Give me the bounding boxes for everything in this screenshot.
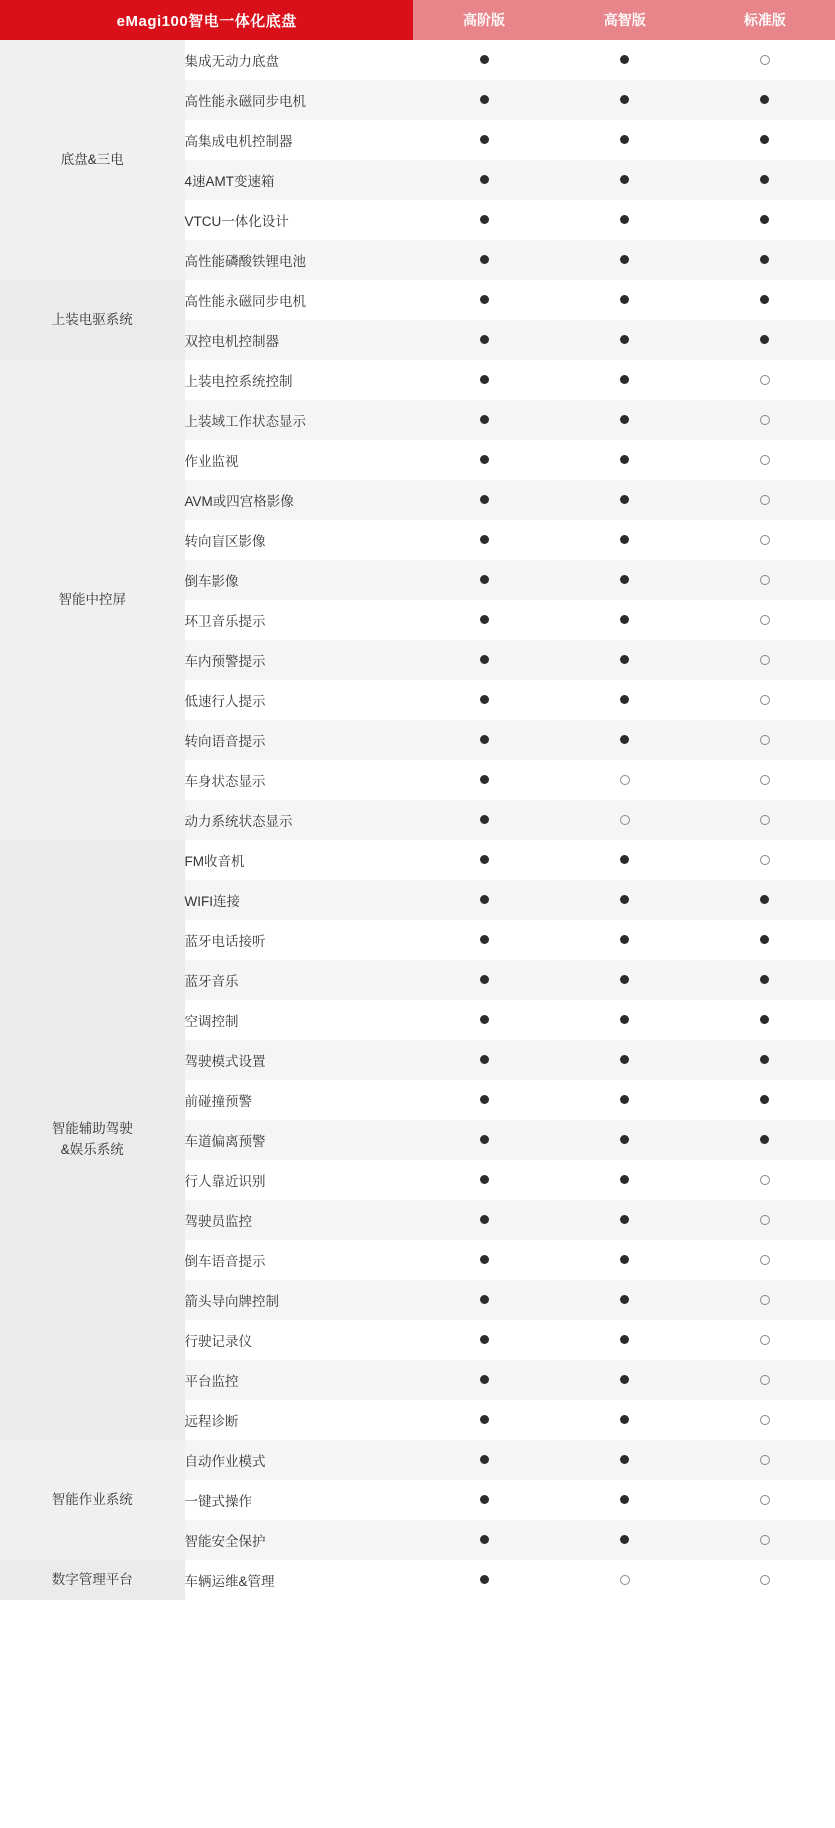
feature-label: FM收音机: [185, 840, 414, 880]
availability-cell-variant-3: [695, 80, 835, 120]
availability-cell-variant-2: [555, 160, 695, 200]
availability-cell-variant-2: [555, 1480, 695, 1520]
availability-cell-variant-1: [413, 160, 554, 200]
availability-cell-variant-1: [413, 1000, 554, 1040]
availability-cell-variant-1: [413, 1360, 554, 1400]
included-dot-icon: [480, 1415, 489, 1424]
feature-label: 车道偏离预警: [185, 1120, 414, 1160]
included-dot-icon: [620, 735, 629, 744]
feature-label: 自动作业模式: [185, 1440, 414, 1480]
optional-circle-icon: [760, 1215, 770, 1225]
availability-cell-variant-2: [555, 1200, 695, 1240]
feature-label: 上装电控系统控制: [185, 360, 414, 400]
availability-cell-variant-3: [695, 560, 835, 600]
availability-cell-variant-2: [555, 480, 695, 520]
included-dot-icon: [480, 215, 489, 224]
included-dot-icon: [620, 55, 629, 64]
availability-cell-variant-3: [695, 1040, 835, 1080]
included-dot-icon: [620, 1255, 629, 1264]
included-dot-icon: [620, 535, 629, 544]
included-dot-icon: [760, 895, 769, 904]
column-header-variant-1: 高阶版: [413, 0, 554, 40]
included-dot-icon: [760, 95, 769, 104]
included-dot-icon: [480, 55, 489, 64]
included-dot-icon: [480, 935, 489, 944]
group-label: 智能辅助驾驶 &娱乐系统: [0, 840, 185, 1440]
availability-cell-variant-2: [555, 1360, 695, 1400]
availability-cell-variant-3: [695, 1360, 835, 1400]
feature-label: 箭头导向牌控制: [185, 1280, 414, 1320]
optional-circle-icon: [760, 575, 770, 585]
optional-circle-icon: [620, 775, 630, 785]
feature-label: 高集成电机控制器: [185, 120, 414, 160]
optional-circle-icon: [760, 1575, 770, 1585]
availability-cell-variant-2: [555, 1120, 695, 1160]
optional-circle-icon: [760, 655, 770, 665]
table-row: [0, 840, 835, 880]
included-dot-icon: [480, 975, 489, 984]
included-dot-icon: [480, 1495, 489, 1504]
availability-cell-variant-1: [413, 1240, 554, 1280]
included-dot-icon: [480, 1135, 489, 1144]
availability-cell-variant-2: [555, 920, 695, 960]
availability-cell-variant-3: [695, 40, 835, 80]
availability-cell-variant-3: [695, 840, 835, 880]
feature-label: 平台监控: [185, 1360, 414, 1400]
availability-cell-variant-1: [413, 240, 554, 280]
availability-cell-variant-2: [555, 640, 695, 680]
feature-label: 高性能永磁同步电机: [185, 280, 414, 320]
feature-label: 低速行人提示: [185, 680, 414, 720]
included-dot-icon: [480, 575, 489, 584]
included-dot-icon: [760, 975, 769, 984]
included-dot-icon: [760, 215, 769, 224]
optional-circle-icon: [760, 495, 770, 505]
included-dot-icon: [480, 335, 489, 344]
availability-cell-variant-2: [555, 800, 695, 840]
availability-cell-variant-2: [555, 320, 695, 360]
optional-circle-icon: [760, 1255, 770, 1265]
availability-cell-variant-2: [555, 440, 695, 480]
included-dot-icon: [620, 615, 629, 624]
included-dot-icon: [620, 415, 629, 424]
availability-cell-variant-1: [413, 40, 554, 80]
availability-cell-variant-2: [555, 960, 695, 1000]
availability-cell-variant-3: [695, 240, 835, 280]
feature-label: 上装域工作状态显示: [185, 400, 414, 440]
included-dot-icon: [480, 1575, 489, 1584]
availability-cell-variant-1: [413, 1320, 554, 1360]
feature-label: 倒车语音提示: [185, 1240, 414, 1280]
included-dot-icon: [620, 895, 629, 904]
availability-cell-variant-2: [555, 1440, 695, 1480]
feature-label: 行驶记录仪: [185, 1320, 414, 1360]
availability-cell-variant-1: [413, 1080, 554, 1120]
included-dot-icon: [620, 1135, 629, 1144]
optional-circle-icon: [760, 615, 770, 625]
availability-cell-variant-1: [413, 320, 554, 360]
included-dot-icon: [480, 1455, 489, 1464]
availability-cell-variant-3: [695, 280, 835, 320]
availability-cell-variant-2: [555, 840, 695, 880]
feature-label: 倒车影像: [185, 560, 414, 600]
availability-cell-variant-2: [555, 1320, 695, 1360]
included-dot-icon: [480, 415, 489, 424]
included-dot-icon: [480, 495, 489, 504]
included-dot-icon: [760, 255, 769, 264]
included-dot-icon: [480, 855, 489, 864]
availability-cell-variant-1: [413, 1120, 554, 1160]
availability-cell-variant-3: [695, 720, 835, 760]
included-dot-icon: [620, 255, 629, 264]
optional-circle-icon: [760, 1535, 770, 1545]
availability-cell-variant-1: [413, 1200, 554, 1240]
optional-circle-icon: [760, 1335, 770, 1345]
included-dot-icon: [760, 175, 769, 184]
availability-cell-variant-3: [695, 960, 835, 1000]
feature-label: 转向语音提示: [185, 720, 414, 760]
availability-cell-variant-3: [695, 1400, 835, 1440]
feature-label: 蓝牙音乐: [185, 960, 414, 1000]
included-dot-icon: [480, 895, 489, 904]
included-dot-icon: [620, 95, 629, 104]
table-row: [0, 1560, 835, 1600]
included-dot-icon: [620, 1295, 629, 1304]
optional-circle-icon: [760, 1175, 770, 1185]
availability-cell-variant-1: [413, 680, 554, 720]
included-dot-icon: [620, 1535, 629, 1544]
included-dot-icon: [620, 1455, 629, 1464]
included-dot-icon: [620, 1375, 629, 1384]
included-dot-icon: [760, 1055, 769, 1064]
availability-cell-variant-3: [695, 160, 835, 200]
included-dot-icon: [620, 935, 629, 944]
availability-cell-variant-2: [555, 880, 695, 920]
availability-cell-variant-3: [695, 920, 835, 960]
column-header-variant-2: 高智版: [555, 0, 695, 40]
availability-cell-variant-2: [555, 680, 695, 720]
included-dot-icon: [480, 655, 489, 664]
included-dot-icon: [760, 335, 769, 344]
availability-cell-variant-1: [413, 560, 554, 600]
included-dot-icon: [480, 735, 489, 744]
included-dot-icon: [620, 135, 629, 144]
included-dot-icon: [480, 1535, 489, 1544]
availability-cell-variant-1: [413, 720, 554, 760]
availability-cell-variant-3: [695, 600, 835, 640]
feature-label: 智能安全保护: [185, 1520, 414, 1560]
included-dot-icon: [620, 575, 629, 584]
included-dot-icon: [760, 135, 769, 144]
included-dot-icon: [480, 1375, 489, 1384]
availability-cell-variant-2: [555, 400, 695, 440]
group-label: 智能中控屏: [0, 360, 185, 840]
included-dot-icon: [480, 1335, 489, 1344]
availability-cell-variant-2: [555, 520, 695, 560]
included-dot-icon: [620, 495, 629, 504]
optional-circle-icon: [760, 55, 770, 65]
included-dot-icon: [620, 855, 629, 864]
availability-cell-variant-2: [555, 80, 695, 120]
availability-cell-variant-3: [695, 1440, 835, 1480]
included-dot-icon: [480, 1295, 489, 1304]
feature-label: 高性能磷酸铁锂电池: [185, 240, 414, 280]
optional-circle-icon: [760, 415, 770, 425]
availability-cell-variant-3: [695, 680, 835, 720]
optional-circle-icon: [760, 855, 770, 865]
availability-cell-variant-1: [413, 840, 554, 880]
availability-cell-variant-1: [413, 1040, 554, 1080]
included-dot-icon: [620, 375, 629, 384]
availability-cell-variant-2: [555, 760, 695, 800]
table-row: [0, 360, 835, 400]
optional-circle-icon: [760, 535, 770, 545]
optional-circle-icon: [760, 1415, 770, 1425]
optional-circle-icon: [760, 1455, 770, 1465]
included-dot-icon: [480, 1175, 489, 1184]
availability-cell-variant-1: [413, 1520, 554, 1560]
included-dot-icon: [620, 1055, 629, 1064]
availability-cell-variant-2: [555, 1240, 695, 1280]
availability-cell-variant-3: [695, 320, 835, 360]
availability-cell-variant-2: [555, 240, 695, 280]
optional-circle-icon: [760, 775, 770, 785]
availability-cell-variant-3: [695, 1080, 835, 1120]
included-dot-icon: [620, 975, 629, 984]
table-row: [0, 1440, 835, 1480]
included-dot-icon: [760, 1135, 769, 1144]
included-dot-icon: [480, 1095, 489, 1104]
availability-cell-variant-2: [555, 1040, 695, 1080]
included-dot-icon: [480, 815, 489, 824]
optional-circle-icon: [760, 455, 770, 465]
included-dot-icon: [480, 455, 489, 464]
feature-label: 远程诊断: [185, 1400, 414, 1440]
included-dot-icon: [480, 535, 489, 544]
included-dot-icon: [480, 375, 489, 384]
availability-cell-variant-1: [413, 1280, 554, 1320]
feature-label: 行人靠近识别: [185, 1160, 414, 1200]
optional-circle-icon: [760, 815, 770, 825]
feature-label: 作业监视: [185, 440, 414, 480]
availability-cell-variant-1: [413, 800, 554, 840]
included-dot-icon: [480, 615, 489, 624]
table-title: eMagi100智电一体化底盘: [0, 0, 413, 40]
included-dot-icon: [620, 1335, 629, 1344]
availability-cell-variant-1: [413, 960, 554, 1000]
feature-label: 一键式操作: [185, 1480, 414, 1520]
feature-label: 车身状态显示: [185, 760, 414, 800]
availability-cell-variant-3: [695, 200, 835, 240]
included-dot-icon: [480, 255, 489, 264]
feature-label: 车辆运维&管理: [185, 1560, 414, 1600]
included-dot-icon: [480, 95, 489, 104]
feature-label: 动力系统状态显示: [185, 800, 414, 840]
included-dot-icon: [760, 1095, 769, 1104]
availability-cell-variant-1: [413, 80, 554, 120]
feature-label: 空调控制: [185, 1000, 414, 1040]
availability-cell-variant-1: [413, 200, 554, 240]
optional-circle-icon: [760, 1295, 770, 1305]
optional-circle-icon: [760, 735, 770, 745]
included-dot-icon: [480, 135, 489, 144]
optional-circle-icon: [760, 695, 770, 705]
availability-cell-variant-2: [555, 280, 695, 320]
group-label: 数字管理平台: [0, 1560, 185, 1600]
optional-circle-icon: [760, 1495, 770, 1505]
availability-cell-variant-3: [695, 760, 835, 800]
included-dot-icon: [620, 295, 629, 304]
feature-label: 驾驶模式设置: [185, 1040, 414, 1080]
availability-cell-variant-3: [695, 400, 835, 440]
group-label: 上装电驱系统: [0, 280, 185, 360]
included-dot-icon: [480, 175, 489, 184]
availability-cell-variant-1: [413, 120, 554, 160]
included-dot-icon: [480, 695, 489, 704]
availability-cell-variant-3: [695, 1320, 835, 1360]
included-dot-icon: [620, 335, 629, 344]
availability-cell-variant-3: [695, 1240, 835, 1280]
availability-cell-variant-2: [555, 600, 695, 640]
table-row: [0, 40, 835, 80]
included-dot-icon: [760, 1015, 769, 1024]
availability-cell-variant-1: [413, 600, 554, 640]
feature-label: 环卫音乐提示: [185, 600, 414, 640]
availability-cell-variant-1: [413, 520, 554, 560]
included-dot-icon: [620, 1015, 629, 1024]
availability-cell-variant-2: [555, 1000, 695, 1040]
included-dot-icon: [760, 295, 769, 304]
included-dot-icon: [760, 935, 769, 944]
included-dot-icon: [480, 1215, 489, 1224]
feature-label: 驾驶员监控: [185, 1200, 414, 1240]
availability-cell-variant-2: [555, 200, 695, 240]
included-dot-icon: [620, 175, 629, 184]
availability-cell-variant-3: [695, 1520, 835, 1560]
optional-circle-icon: [760, 375, 770, 385]
included-dot-icon: [620, 1495, 629, 1504]
availability-cell-variant-2: [555, 120, 695, 160]
availability-cell-variant-1: [413, 480, 554, 520]
availability-cell-variant-2: [555, 1520, 695, 1560]
included-dot-icon: [480, 1015, 489, 1024]
availability-cell-variant-3: [695, 880, 835, 920]
feature-label: 4速AMT变速箱: [185, 160, 414, 200]
availability-cell-variant-1: [413, 1160, 554, 1200]
availability-cell-variant-2: [555, 1280, 695, 1320]
availability-cell-variant-1: [413, 760, 554, 800]
feature-label: WIFI连接: [185, 880, 414, 920]
availability-cell-variant-1: [413, 440, 554, 480]
included-dot-icon: [620, 1415, 629, 1424]
table-header: [0, 0, 835, 40]
table-row: [0, 280, 835, 320]
availability-cell-variant-3: [695, 1560, 835, 1600]
table-body: [0, 40, 835, 1600]
group-label: 智能作业系统: [0, 1440, 185, 1560]
included-dot-icon: [620, 655, 629, 664]
availability-cell-variant-2: [555, 560, 695, 600]
included-dot-icon: [620, 215, 629, 224]
feature-label: 转向盲区影像: [185, 520, 414, 560]
included-dot-icon: [480, 295, 489, 304]
availability-cell-variant-1: [413, 1440, 554, 1480]
included-dot-icon: [620, 1215, 629, 1224]
included-dot-icon: [620, 1175, 629, 1184]
availability-cell-variant-2: [555, 360, 695, 400]
availability-cell-variant-2: [555, 1080, 695, 1120]
feature-label: 蓝牙电话接听: [185, 920, 414, 960]
optional-circle-icon: [760, 1375, 770, 1385]
availability-cell-variant-3: [695, 1480, 835, 1520]
availability-cell-variant-1: [413, 640, 554, 680]
feature-label: 车内预警提示: [185, 640, 414, 680]
availability-cell-variant-3: [695, 480, 835, 520]
group-label: 底盘&三电: [0, 40, 185, 280]
included-dot-icon: [620, 455, 629, 464]
availability-cell-variant-3: [695, 440, 835, 480]
included-dot-icon: [480, 1255, 489, 1264]
availability-cell-variant-3: [695, 520, 835, 560]
availability-cell-variant-2: [555, 1400, 695, 1440]
availability-cell-variant-1: [413, 360, 554, 400]
availability-cell-variant-1: [413, 280, 554, 320]
availability-cell-variant-2: [555, 1160, 695, 1200]
included-dot-icon: [480, 1055, 489, 1064]
availability-cell-variant-2: [555, 40, 695, 80]
included-dot-icon: [480, 775, 489, 784]
feature-label: VTCU一体化设计: [185, 200, 414, 240]
availability-cell-variant-3: [695, 640, 835, 680]
availability-cell-variant-3: [695, 120, 835, 160]
optional-circle-icon: [620, 1575, 630, 1585]
availability-cell-variant-1: [413, 880, 554, 920]
availability-cell-variant-3: [695, 1120, 835, 1160]
column-header-variant-3: 标准版: [695, 0, 835, 40]
feature-label: AVM或四宫格影像: [185, 480, 414, 520]
included-dot-icon: [620, 695, 629, 704]
optional-circle-icon: [620, 815, 630, 825]
availability-cell-variant-3: [695, 1200, 835, 1240]
availability-cell-variant-3: [695, 1160, 835, 1200]
availability-cell-variant-3: [695, 1280, 835, 1320]
availability-cell-variant-3: [695, 1000, 835, 1040]
availability-cell-variant-1: [413, 1480, 554, 1520]
included-dot-icon: [620, 1095, 629, 1104]
availability-cell-variant-3: [695, 800, 835, 840]
availability-cell-variant-1: [413, 400, 554, 440]
availability-cell-variant-2: [555, 1560, 695, 1600]
availability-cell-variant-1: [413, 1560, 554, 1600]
availability-cell-variant-1: [413, 1400, 554, 1440]
feature-label: 前碰撞预警: [185, 1080, 414, 1120]
feature-label: 双控电机控制器: [185, 320, 414, 360]
availability-cell-variant-1: [413, 920, 554, 960]
feature-label: 集成无动力底盘: [185, 40, 414, 80]
availability-cell-variant-3: [695, 360, 835, 400]
availability-cell-variant-2: [555, 720, 695, 760]
feature-label: 高性能永磁同步电机: [185, 80, 414, 120]
